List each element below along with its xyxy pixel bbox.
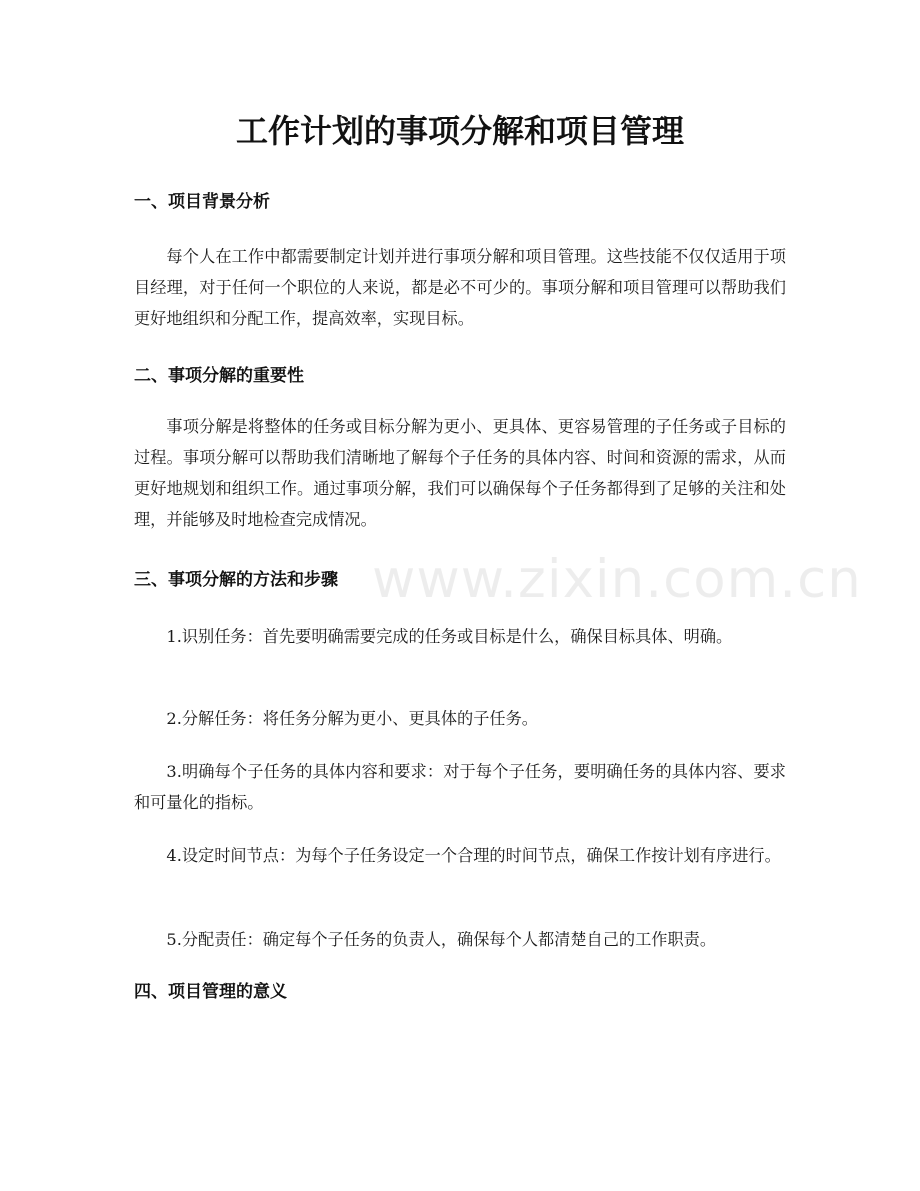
section-heading-background: 一、项目背景分析 [134,192,270,212]
section-heading-methods: 三、事项分解的方法和步骤 [134,570,338,590]
watermark: www.zixin.com.cn [372,549,862,610]
list-item-step-2: 2.分解任务：将任务分解为更小、更具体的子任务。 [166,709,538,728]
section-heading-significance: 四、项目管理的意义 [134,982,287,1002]
page-title: 工作计划的事项分解和项目管理 [235,112,684,150]
list-item-step-5: 5.分配责任：确定每个子任务的负责人，确保每个人都清楚自己的工作职责。 [166,930,717,949]
paragraph-background: 每个人在工作中都需要制定计划并进行事项分解和项目管理。这些技能不仅仅适用于项目经理，对于任何一个职位的人来说，都是必不可少的。事项分解和项目管理可以帮助我们更好地组织和分配工作，提高效率，实现目标。 [134,247,786,328]
list-item-step-3: 3.明确每个子任务的具体内容和要求：对于每个子任务，要明确任务的具体内容、要求和可量化的指标。 [134,762,786,812]
section-heading-importance: 二、事项分解的重要性 [134,366,304,386]
list-item-step-1: 1.识别任务：首先要明确需要完成的任务或目标是什么，确保目标具体、明确。 [166,627,733,646]
list-item-step-4: 4.设定时间节点：为每个子任务设定一个合理的时间节点，确保工作按计划有序进行。 [166,846,781,865]
paragraph-importance: 事项分解是将整体的任务或目标分解为更小、更具体、更容易管理的子任务或子目标的过程。事项分解可以帮助我们清晰地了解每个子任务的具体内容、时间和资源的需求，从而更好地规划和组织工作。通过事项分解，我们可以确保每个子任务都得到了足够的关注和处理，并能够及时地检查完成情况。 [134,417,786,529]
